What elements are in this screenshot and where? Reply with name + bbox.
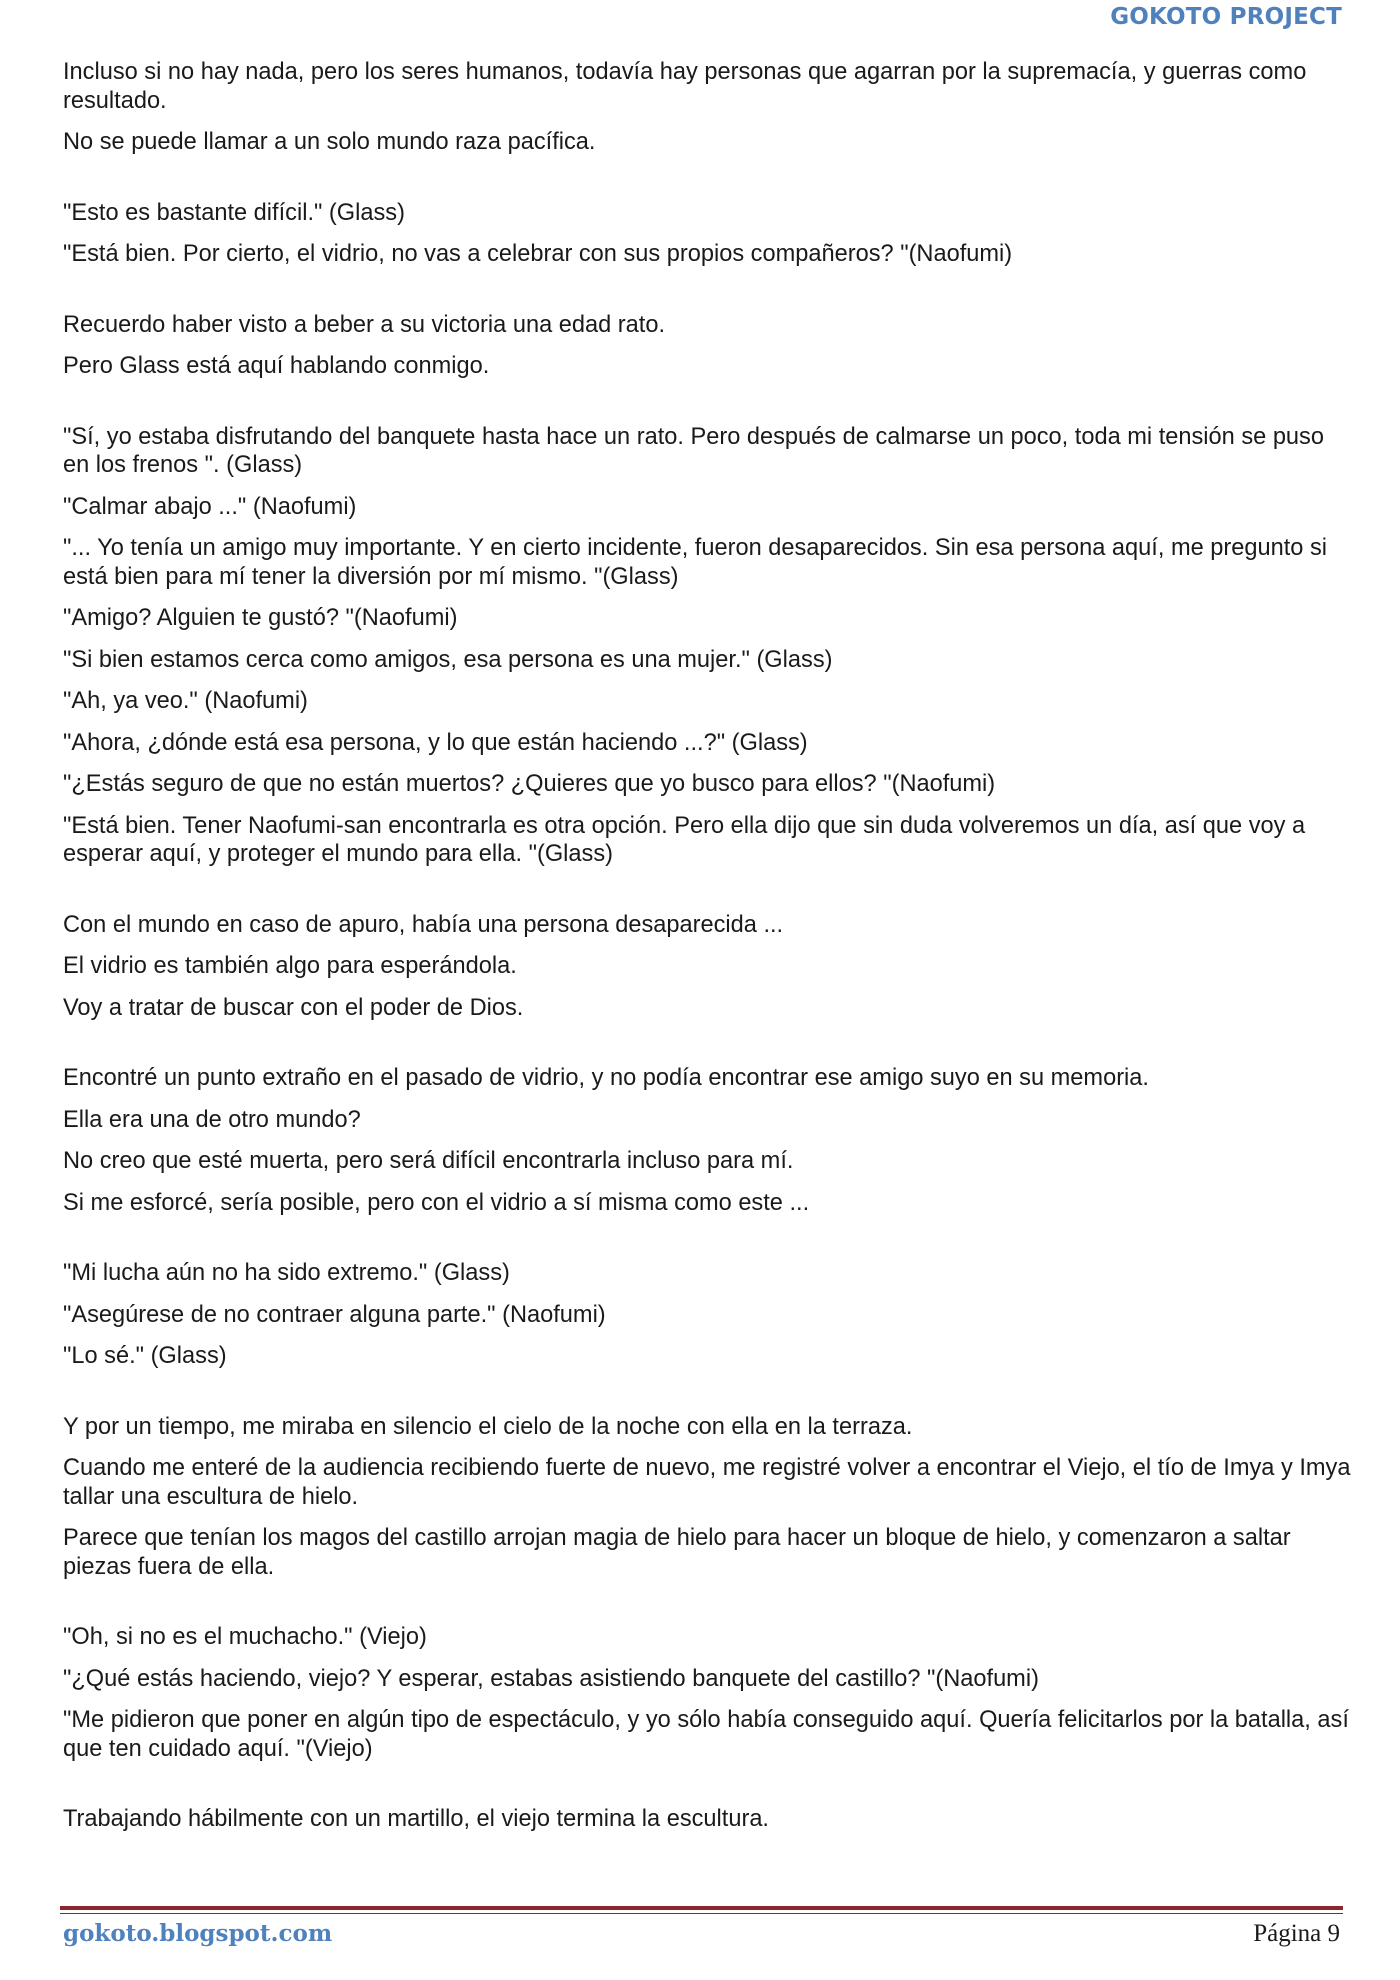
paragraph: Ella era una de otro mundo? [63, 1106, 361, 1133]
paragraph: "Lo sé." (Glass) [63, 1343, 227, 1369]
paragraph: No se puede llamar a un solo mundo raza pacífica. [63, 129, 596, 155]
paragraph: "Ah, ya veo." (Naofumi) [63, 688, 308, 714]
paragraph: "Si bien estamos cerca como amigos, esa persona es una mujer." (Glass) [63, 646, 833, 673]
paragraph: "Calmar abajo ..." (Naofumi) [63, 493, 357, 520]
paragraph: "Mi lucha aún no ha sido extremo." (Glass) [63, 1260, 510, 1286]
paragraph: Parece que tenían los magos del castillo arrojan magia de hielo para hacer un bloque de hielo, y comenzaron a saltar piezas fuera de ella. [63, 1525, 1291, 1580]
paragraph: Y por un tiempo, me miraba en silencio el cielo de la noche con ella en la terraza. [63, 1413, 913, 1440]
paragraph: Trabajando hábilmente con un martillo, el viejo termina la escultura. [63, 1806, 769, 1832]
paragraph: "Esto es bastante difícil." (Glass) [63, 199, 405, 226]
page-number: Página 9 [1253, 1920, 1340, 1947]
paragraph: "Sí, yo estaba disfrutando del banquete hasta hace un rato. Pero después de calmarse un poco, toda mi tensión se puso en los frenos ". (Glass) [63, 423, 1324, 478]
paragraph: "Está bien. Tener Naofumi-san encontrarla es otra opción. Pero ella dijo que sin duda volveremos un día, así que voy a esperar aquí, y proteger el mundo para ella. "(Glass) [63, 812, 1306, 867]
paragraph: "... Yo tenía un amigo muy importante. Y en cierto incidente, fueron desaparecidos. Sin esa persona aquí, me pregunto si está bien para mí tener la diversión por mí mismo. "(Glass) [63, 535, 1328, 590]
paragraph: "Amigo? Alguien te gustó? "(Naofumi) [63, 605, 458, 631]
paragraph: No creo que esté muerta, pero será difícil encontrarla incluso para mí. [63, 1148, 794, 1174]
paragraph: Si me esforcé, sería posible, pero con el vidrio a sí misma como este ... [63, 1189, 810, 1216]
paragraph: "Está bien. Por cierto, el vidrio, no vas a celebrar con sus propios compañeros? "(Naofumi) [63, 241, 1013, 267]
paragraph: "Oh, si no es el muchacho." (Viejo) [63, 1624, 427, 1650]
paragraph: "¿Qué estás haciendo, viejo? Y esperar, estabas asistiendo banquete del castillo? "(Naofumi) [63, 1665, 1039, 1692]
paragraph: "Asegúrese de no contraer alguna parte." (Naofumi) [63, 1301, 606, 1328]
paragraph: El vidrio es también algo para esperándola. [63, 953, 517, 979]
paragraph: Cuando me enteré de la audiencia recibiendo fuerte de nuevo, me registré volver a encontrar el Viejo, el tío de Imya y Imya tallar una escultura de hielo. [63, 1455, 1351, 1510]
document-body [63, 58, 1353, 1847]
page-header: GOKOTO PROJECT [1110, 4, 1342, 30]
paragraph: Recuerdo haber visto a beber a su victoria una edad rato. [63, 311, 666, 338]
footer-divider-thin [60, 1913, 1343, 1914]
paragraph: "Ahora, ¿dónde está esa persona, y lo que están haciendo ...?" (Glass) [63, 729, 808, 756]
paragraph: Voy a tratar de buscar con el poder de Dios. [63, 994, 524, 1021]
paragraph: "Me pidieron que poner en algún tipo de espectáculo, y yo sólo había conseguido aquí. Quería felicitarlos por la batalla, así que ten cuidado aquí. "(Viejo) [63, 1707, 1349, 1762]
footer-site-link[interactable]: gokoto.blogspot.com [63, 1920, 333, 1947]
paragraph: "¿Estás seguro de que no están muertos? ¿Quieres que yo busco para ellos? "(Naofumi) [63, 771, 996, 797]
paragraph: Con el mundo en caso de apuro, había una persona desaparecida ... [63, 911, 784, 938]
paragraph: Incluso si no hay nada, pero los seres humanos, todavía hay personas que agarran por la supremacía, y guerras como resultado. [63, 59, 1307, 114]
footer-divider [60, 1906, 1343, 1910]
paragraph: Encontré un punto extraño en el pasado de vidrio, y no podía encontrar ese amigo suyo en su memoria. [63, 1065, 1149, 1091]
paragraph: Pero Glass está aquí hablando conmigo. [63, 353, 490, 379]
